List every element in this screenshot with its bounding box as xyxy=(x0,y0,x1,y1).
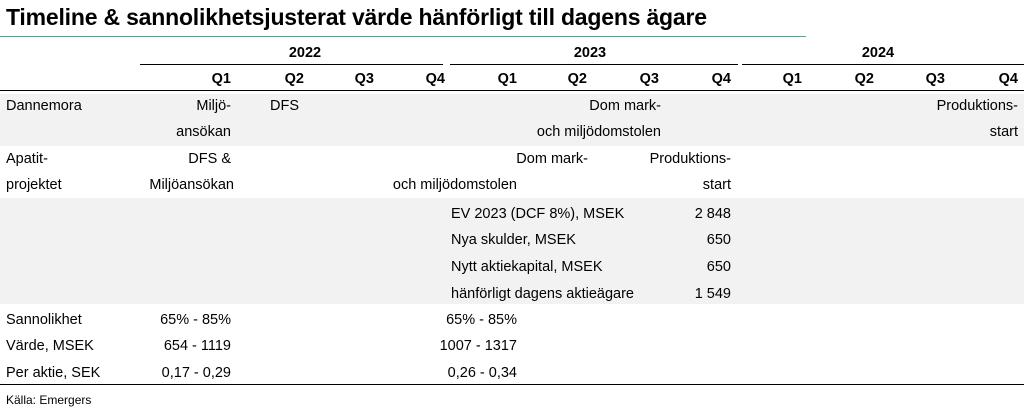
apatit-q1-2022: DFS & xyxy=(188,151,231,167)
valuation-value: 1 549 xyxy=(694,286,731,302)
sannolikhet-2023: 65% - 85% xyxy=(446,312,517,328)
quarter-header: Q1 xyxy=(497,71,517,87)
valuation-label: Nya skulder, MSEK xyxy=(451,232,576,248)
quarter-header: Q4 xyxy=(998,71,1018,87)
valuation-value: 650 xyxy=(706,232,731,248)
varde-2022: 654 - 1119 xyxy=(163,338,231,354)
row-shade-dannemora xyxy=(0,94,1024,146)
valuation-value: 2 848 xyxy=(694,206,731,222)
quarter-header: Q1 xyxy=(211,71,231,87)
row-label-per-aktie: Per aktie, SEK xyxy=(6,365,101,381)
valuation-label: hänförligt dagens aktieägare xyxy=(451,286,634,302)
dannemora-q2-2023: Dom mark- xyxy=(589,98,661,114)
varde-2023: 1007 - 1317 xyxy=(439,338,517,354)
source-note: Källa: Emergers xyxy=(6,393,92,407)
apatit-q1-2023: och miljödomstolen xyxy=(392,177,517,193)
quarter-header: Q2 xyxy=(854,71,874,87)
quarter-header: Q4 xyxy=(425,71,445,87)
per-aktie-2023: 0,26 - 0,34 xyxy=(447,365,517,381)
apatit-q4-2023: start xyxy=(702,177,731,193)
row-label-apatit: projektet xyxy=(6,177,62,193)
dannemora-q1-2022: ansökan xyxy=(176,124,231,140)
year-header-2022: 2022 xyxy=(288,45,322,61)
quarter-header: Q3 xyxy=(925,71,945,87)
apatit-q4-2023: Produktions- xyxy=(649,151,731,167)
row-label-dannemora: Dannemora xyxy=(6,98,82,114)
year-header-2023: 2023 xyxy=(573,45,607,61)
year-rule-2024 xyxy=(742,64,1024,65)
row-label-varde: Värde, MSEK xyxy=(6,338,94,354)
quarter-header: Q2 xyxy=(284,71,304,87)
quarter-header: Q3 xyxy=(639,71,659,87)
apatit-q1-2022: Miljöansökan xyxy=(149,177,234,193)
valuation-label: Nytt aktiekapital, MSEK xyxy=(451,259,603,275)
dannemora-q4-2024: start xyxy=(989,124,1018,140)
dannemora-q4-2024: Produktions- xyxy=(936,98,1018,114)
quarter-header: Q3 xyxy=(354,71,374,87)
row-label-apatit: Apatit- xyxy=(6,151,48,167)
header-rule xyxy=(0,90,1024,91)
title-underline xyxy=(0,36,806,37)
valuation-value: 650 xyxy=(706,259,731,275)
year-rule-2022 xyxy=(140,64,443,65)
dannemora-q2-2023: och miljödomstolen xyxy=(536,124,661,140)
quarter-header: Q1 xyxy=(782,71,802,87)
quarter-header: Q2 xyxy=(567,71,587,87)
sannolikhet-2022: 65% - 85% xyxy=(160,312,231,328)
page-title: Timeline & sannolikhetsjusterat värde hänförligt till dagens ägare xyxy=(6,4,707,30)
row-label-sannolikhet: Sannolikhet xyxy=(6,312,82,328)
bottom-rule xyxy=(0,384,1024,385)
quarter-header: Q4 xyxy=(711,71,731,87)
apatit-q1-2023: Dom mark- xyxy=(516,151,588,167)
dannemora-q2-2022: DFS xyxy=(270,98,299,114)
year-header-2024: 2024 xyxy=(861,45,895,61)
valuation-label: EV 2023 (DCF 8%), MSEK xyxy=(451,206,625,222)
year-rule-2023 xyxy=(450,64,738,65)
dannemora-q1-2022: Miljö- xyxy=(196,98,231,114)
per-aktie-2022: 0,17 - 0,29 xyxy=(161,365,231,381)
